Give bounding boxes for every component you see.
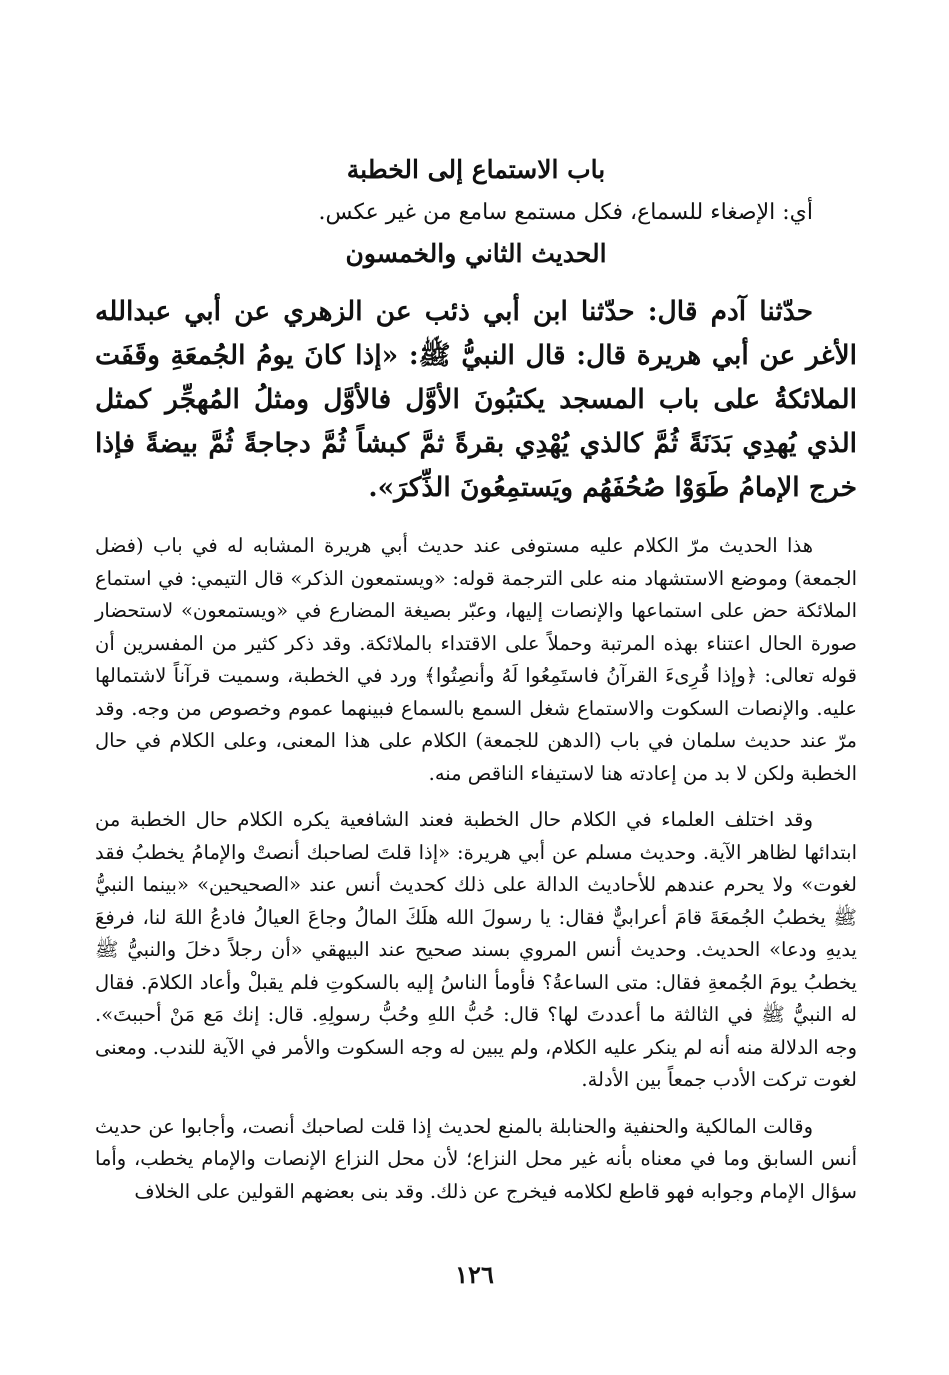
hadith-text: حدّثنا آدم قال: حدّثنا ابن أبي ذئب عن الزهري عن أبي عبدالله الأغر عن أبي هريرة قال: قال النبيُّ ﷺ: «إذا كانَ يومُ الجُمعَةِ وقَفَت الملائكةُ على باب المسجد يكتبُونَ الأوَّل فالأوَّل ومثلُ المُهجِّر كمثل الذي يُهدِي بَدَنَةً ثُمَّ كالذي يُهْدِي بقرةً ثمَّ كبشاً ثُمَّ دجاجةً ثُمَّ بيضةً فإذا خرج الإمامُ طَوَوْا صُحُفَهُم ويَستمِعُونَ الذِّكرَ». [95, 296, 857, 503]
chapter-gloss: أي: الإصغاء للسماع، فكل مستمع سامع من غير عكس. [318, 200, 813, 225]
hadith-number-title: الحديث الثاني والخمسون [345, 239, 607, 268]
commentary-paragraph-3: وقالت المالكية والحنفية والحنابلة بالمنع لحديث إذا قلت لصاحبك أنصت، وأجابوا عن حديث أنس السابق وما في معناه بأنه غير محل النزاع؛ لأن محل النزاع الإنصات والإمام يخطب، وأما سؤال الإمام وجوابه فهو قاطع لكلامه فيخرج عن ذلك. وقد بنى بعضهم القولين على الخلاف [95, 1114, 857, 1203]
chapter-title: باب الاستماع إلى الخطبة [346, 155, 606, 184]
text-column [95, 150, 857, 1208]
commentary-paragraph-2: وقد اختلف العلماء في الكلام حال الخطبة فعند الشافعية يكره الكلام حال الخطبة من ابتدائها لظاهر الآية. وحديث مسلم عن أبي هريرة: «إذا قلتَ لصاحبك أنصتْ والإمامُ يخطبُ فقد لغوت» ولا يحرم عندهم للأحاديث الدالة على ذلك كحديث أنس عند «الصحيحين» «بينما النبيُّ ﷺ يخطبُ الجُمعَةَ قامَ أعرابيٌّ فقال: يا رسولَ الله هلَكَ المالُ وجاعَ العيالُ فادعُ اللهَ لنا، فرفعَ يديهِ ودعا» الحديث. وحديث أنس المروي بسند صحيح عند البيهقي «أن رجلاً دخلَ والنبيُّ ﷺ يخطبُ يومَ الجُمعةِ فقال: متى الساعةُ؟ فأومأ الناسُ إليه بالسكوتِ فلم يقبلْ وأعاد الكلامَ. فقال له النبيُّ ﷺ في الثالثة ما أعددتَ لها؟ قال: حُبُّ اللهِ وحُبُّ رسولِهِ. قال: إنك مَع مَنْ أحببتَ». وجه الدلالة منه أنه لم ينكر عليه الكلام، ولم يبين له وجه السكوت والأمر في الآية للندب. ومعنى لغوت تركت الأدب جمعاً بين الأدلة. [95, 808, 857, 1091]
commentary-paragraph-1: هذا الحديث مرّ الكلام عليه مستوفى عند حديث أبي هريرة المشابه له في باب (فضل الجمعة) وموضع الاستشهاد منه على الترجمة قوله: «ويستمعون الذكر» قال التيمي: في استماع الملائكة حض على استماعها والإنصات إليها، وعبّر بصيغة المضارع في «ويستمعون» لاستحضار صورة الحال اعتناء بهذه المرتبة وحملاً على الاقتداء بالملائكة. وقد ذكر كثير من المفسرين أن قوله تعالى: ﴿وإذا قُرِىءَ القرآنُ فاستَمِعُوا لَهُ وأنصِتُوا﴾ ورد في الخطبة، وسميت قرآناً لاشتمالها عليه. والإنصات السكوت والاستماع شغل السمع بالسماع فبينهما عموم وخصوص من وجه. وقد مرّ عند حديث سلمان في باب (الدهن للجمعة) الكلام على هذا المعنى، وعلى الكلام في حال الخطبة ولكن لا بد من إعادته هنا لاستيفاء الناقص منه. [95, 534, 857, 785]
page-number: ١٢٦ [455, 1260, 494, 1289]
